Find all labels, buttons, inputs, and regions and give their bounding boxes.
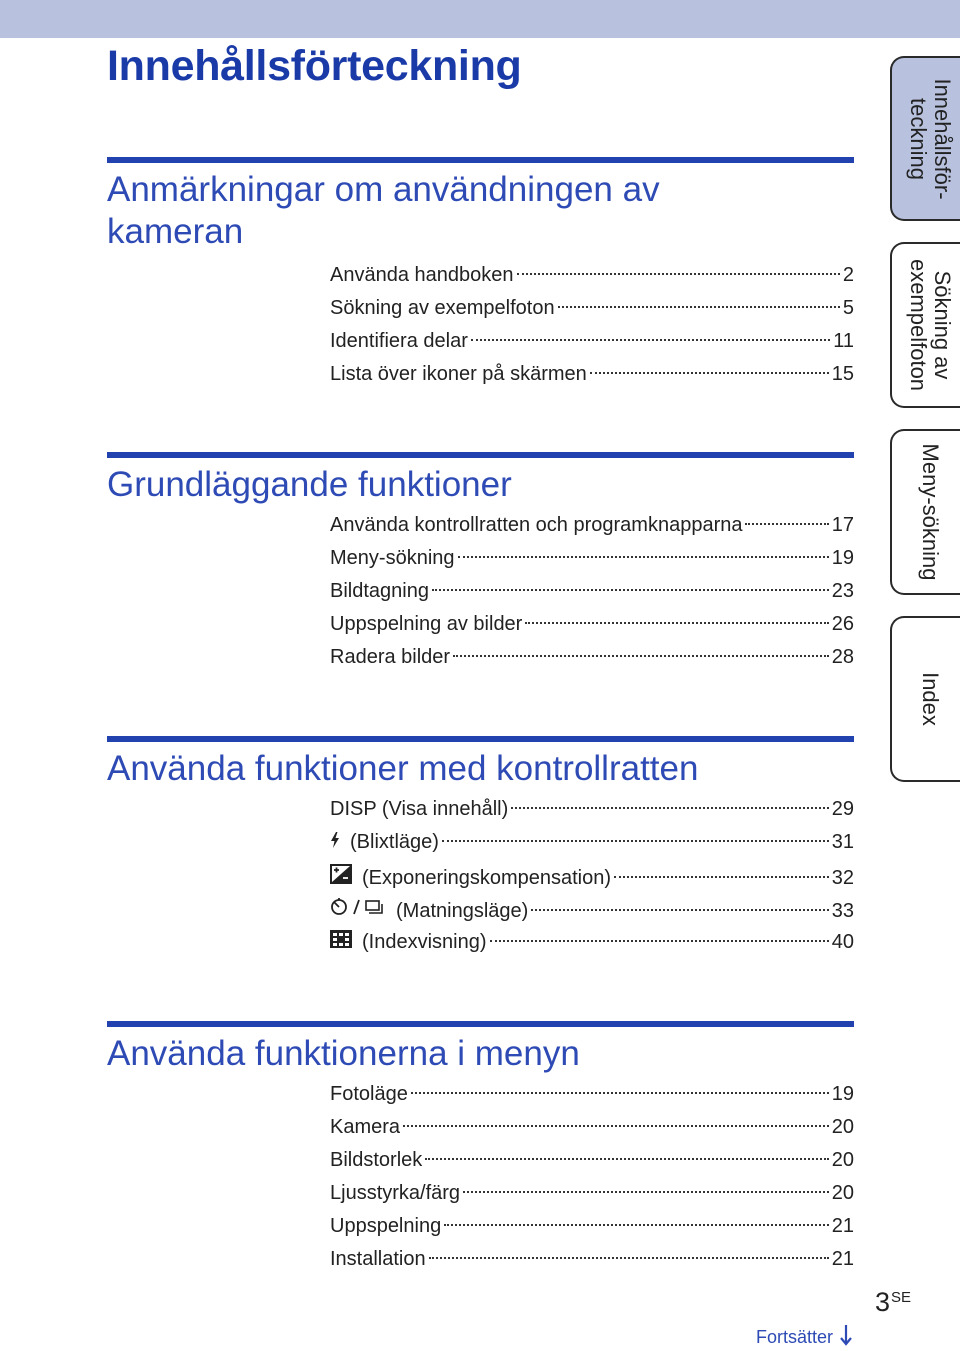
tab-label-line1: Sökning av (930, 270, 955, 380)
toc-item-label: Bildtagning (330, 580, 429, 602)
tab-index[interactable] (890, 616, 960, 782)
toc-list-control-wheel (330, 798, 854, 963)
leader-dots (614, 876, 829, 878)
continue-link[interactable] (756, 1324, 853, 1351)
toc-item[interactable] (330, 330, 854, 363)
page-number (875, 1287, 911, 1318)
toc-item-page: 28 (831, 646, 854, 668)
leader-dots (745, 523, 828, 525)
section-heading: Anmärkningar om användningen av kameran (107, 170, 660, 251)
toc-item-page: 21 (831, 1215, 854, 1237)
leader-dots (490, 940, 829, 942)
self-timer-drive-icon (330, 897, 386, 923)
toc-item[interactable] (330, 514, 854, 547)
leader-dots (558, 306, 840, 308)
toc-item-label: Använda handboken (330, 264, 514, 286)
toc-item-label: Ljusstyrka/färg (330, 1182, 461, 1204)
toc-item-page: 5 (842, 297, 854, 319)
toc-item-page: 17 (831, 514, 854, 536)
toc-item[interactable] (330, 646, 854, 679)
top-banner (0, 0, 960, 38)
tab-table-of-contents[interactable] (890, 56, 960, 221)
leader-dots (453, 655, 829, 657)
continue-label: Fortsätter (756, 1327, 834, 1347)
toc-item-label: Lista över ikoner på skärmen (330, 363, 587, 385)
toc-item[interactable] (330, 1182, 854, 1215)
toc-item[interactable] (330, 930, 854, 963)
toc-item-label: (Blixtläge) (350, 831, 439, 853)
toc-item-label: Identifiera delar (330, 330, 468, 352)
section-menu-functions (107, 1021, 854, 1075)
toc-item-label: Uppspelning av bilder (330, 613, 523, 635)
toc-item[interactable] (330, 580, 854, 613)
page-number-value: 3 (875, 1287, 891, 1317)
tab-label-line1: Meny-sökning (918, 443, 943, 581)
leader-dots (425, 1158, 828, 1160)
toc-item-label: (Exponeringskompensation) (362, 867, 612, 889)
section-basic-functions (107, 452, 854, 506)
toc-item-page: 20 (831, 1149, 854, 1171)
toc-item[interactable] (330, 1083, 854, 1116)
page-number-suffix: SE (891, 1289, 912, 1306)
toc-item-page: 20 (831, 1116, 854, 1138)
leader-dots (511, 807, 829, 809)
leader-dots (444, 1224, 829, 1226)
section-control-wheel (107, 736, 854, 790)
toc-item-page: 33 (831, 900, 854, 922)
section-heading: Använda funktionerna i menyn (107, 1034, 580, 1073)
leader-dots (517, 273, 840, 275)
leader-dots (463, 1191, 829, 1193)
toc-item-label: Fotoläge (330, 1083, 408, 1105)
toc-item[interactable] (330, 1248, 854, 1281)
tab-label-line2: exempelfoton (906, 258, 931, 392)
toc-item-page: 40 (831, 931, 854, 953)
toc-item-label: Kamera (330, 1116, 401, 1138)
toc-item[interactable] (330, 897, 854, 930)
toc-item-page: 29 (831, 798, 854, 820)
toc-item-page: 2 (842, 264, 854, 286)
toc-item[interactable] (330, 831, 854, 864)
toc-item-label: (Indexvisning) (362, 931, 487, 953)
page-title: Innehållsförteckning (107, 42, 522, 90)
toc-item-page: 20 (831, 1182, 854, 1204)
toc-item-label: Installation (330, 1248, 426, 1270)
toc-item-label: DISP (Visa innehåll) (330, 798, 509, 820)
toc-item-page: 19 (831, 547, 854, 569)
tab-menu-search[interactable] (890, 429, 960, 595)
toc-item-label: Bildstorlek (330, 1149, 423, 1171)
leader-dots (432, 589, 829, 591)
toc-item[interactable] (330, 297, 854, 330)
flash-icon (330, 831, 340, 854)
toc-item-page: 21 (831, 1248, 854, 1270)
section-rule (107, 1021, 854, 1027)
section-rule (107, 452, 854, 458)
toc-list-basic-functions (330, 514, 854, 679)
leader-dots (525, 622, 828, 624)
leader-dots (429, 1257, 829, 1259)
toc-item-page: 19 (831, 1083, 854, 1105)
leader-dots (471, 339, 830, 341)
toc-item[interactable] (330, 613, 854, 646)
toc-item-label: Radera bilder (330, 646, 451, 668)
section-heading: Använda funktioner med kontrollratten (107, 749, 699, 788)
leader-dots (590, 372, 829, 374)
section-rule (107, 157, 854, 163)
section-heading: Grundläggande funktioner (107, 465, 512, 504)
toc-item-page: 23 (831, 580, 854, 602)
toc-item[interactable] (330, 363, 854, 396)
toc-item-page: 32 (831, 867, 854, 889)
arrow-down-icon (833, 1324, 853, 1351)
toc-item-page: 26 (831, 613, 854, 635)
tab-label-line2: teckning (906, 97, 931, 180)
leader-dots (411, 1092, 829, 1094)
toc-list-camera-notes (330, 264, 854, 396)
section-rule (107, 736, 854, 742)
toc-item-page: 31 (831, 831, 854, 853)
toc-item-label: Använda kontrollratten och programknapparna (330, 514, 743, 536)
index-view-icon (330, 930, 352, 954)
leader-dots (442, 840, 829, 842)
leader-dots (531, 909, 828, 911)
leader-dots (403, 1125, 829, 1127)
toc-item[interactable] (330, 798, 854, 831)
toc-item[interactable] (330, 547, 854, 580)
tab-label-line1: Innehållsför- (930, 77, 955, 200)
section-camera-notes (107, 157, 854, 253)
toc-list-menu-functions (330, 1083, 854, 1281)
toc-item-label: Uppspelning (330, 1215, 442, 1237)
exposure-compensation-icon (330, 864, 352, 890)
toc-item-page: 11 (833, 330, 854, 352)
tab-label-line1: Index (918, 672, 943, 726)
toc-item-label: Meny-sökning (330, 547, 455, 569)
toc-item[interactable] (330, 264, 854, 297)
toc-item-label: Sökning av exempelfoton (330, 297, 555, 319)
leader-dots (458, 556, 829, 558)
toc-item[interactable] (330, 864, 854, 897)
toc-item-page: 15 (831, 363, 854, 385)
tab-sample-photos[interactable] (890, 242, 960, 408)
toc-item[interactable] (330, 1215, 854, 1248)
toc-item[interactable] (330, 1116, 854, 1149)
toc-item-label: (Matningsläge) (396, 900, 529, 922)
toc-item[interactable] (330, 1149, 854, 1182)
